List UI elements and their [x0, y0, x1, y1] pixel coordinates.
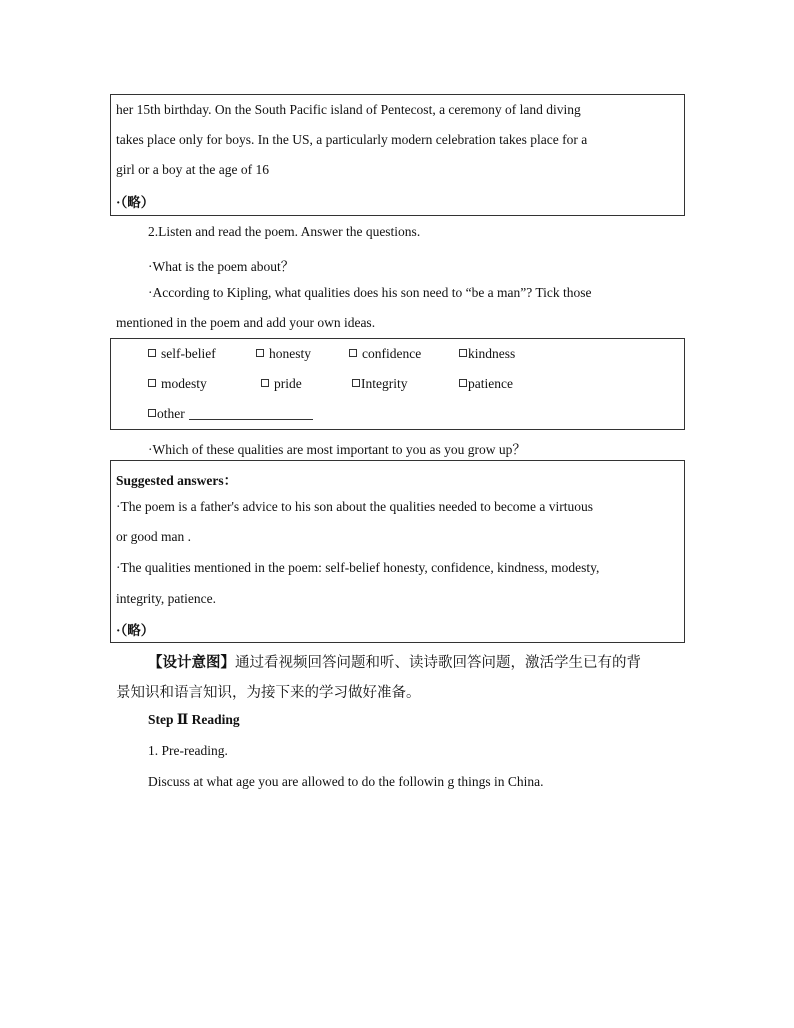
listen-instruction: 2.Listen and read the poem. Answer the questions. [148, 224, 421, 239]
checkbox-icon[interactable] [459, 349, 467, 357]
quality-honesty[interactable] [256, 346, 311, 362]
other-blank-line[interactable] [189, 407, 313, 420]
checkbox-icon[interactable] [261, 379, 269, 387]
quality-label: self-belief [161, 346, 216, 361]
quality-label: other [157, 406, 185, 421]
quality-other[interactable] [148, 406, 313, 422]
question-2-line-2: mentioned in the poem and add your own ideas. [116, 315, 376, 330]
question-2-line-1: ·According to Kipling, what qualities does his son need to “be a man”? Tick those [148, 285, 592, 300]
box1-line-3: girl or a boy at the age of 16 [116, 162, 269, 177]
question-1: ·What is the poem about？ [148, 259, 295, 274]
box1-omitted: ·（略） [116, 195, 155, 210]
box1-line-1: her 15th birthday. On the South Pacific island of Pentecost, a ceremony of land diving [116, 102, 581, 117]
quality-patience[interactable] [459, 376, 513, 392]
checkbox-icon[interactable] [459, 379, 467, 387]
answer-1-line-2: or good man . [116, 529, 191, 544]
question-3: ·Which of these qualities are most important to you as you grow up？ [148, 442, 526, 457]
quality-confidence[interactable] [349, 346, 421, 362]
quality-label: kindness [468, 346, 516, 361]
checkbox-icon[interactable] [148, 349, 156, 357]
quality-modesty[interactable] [148, 376, 207, 392]
checkbox-icon[interactable] [256, 349, 264, 357]
quality-label: Integrity [361, 376, 408, 391]
discuss-instruction: Discuss at what age you are allowed to do the followin g things in China. [148, 774, 544, 789]
quality-self-belief[interactable] [148, 346, 216, 362]
answers-heading: Suggested answers： [116, 473, 238, 488]
quality-pride[interactable] [261, 376, 302, 392]
answer-2-line-1: ·The qualities mentioned in the poem: self-belief honesty, confidence, kindness, modesty, [116, 560, 600, 575]
answer-2-line-2: integrity, patience. [116, 591, 216, 606]
quality-integrity[interactable] [352, 376, 408, 392]
step-heading: Step Ⅱ Reading [148, 712, 240, 727]
answer-1-line-1: ·The poem is a father's advice to his son about the qualities needed to become a virtuous [116, 499, 594, 514]
pre-reading: 1. Pre-reading. [148, 743, 228, 758]
design-intent-line-2: 景知识和语言知识，为接下来的学习做好准备。 [116, 685, 421, 701]
checkbox-icon[interactable] [349, 349, 357, 357]
checkbox-icon[interactable] [148, 379, 156, 387]
checkbox-icon[interactable] [352, 379, 360, 387]
checkbox-icon[interactable] [148, 409, 156, 417]
answers-omitted: ·（略） [116, 623, 155, 638]
quality-label: confidence [362, 346, 422, 361]
quality-label: modesty [161, 376, 207, 391]
design-intent-label: 【设计意图】 [148, 655, 235, 671]
design-intent-line-1 [148, 651, 641, 672]
design-intent-text: 通过看视频回答问题和听、读诗歌回答问题，激活学生已有的背 [235, 655, 641, 671]
quality-label: pride [274, 376, 302, 391]
box1-line-2: takes place only for boys. In the US, a particularly modern celebration takes place for a [116, 132, 588, 147]
quality-kindness[interactable] [459, 346, 515, 362]
quality-label: patience [468, 376, 513, 391]
quality-label: honesty [269, 346, 311, 361]
